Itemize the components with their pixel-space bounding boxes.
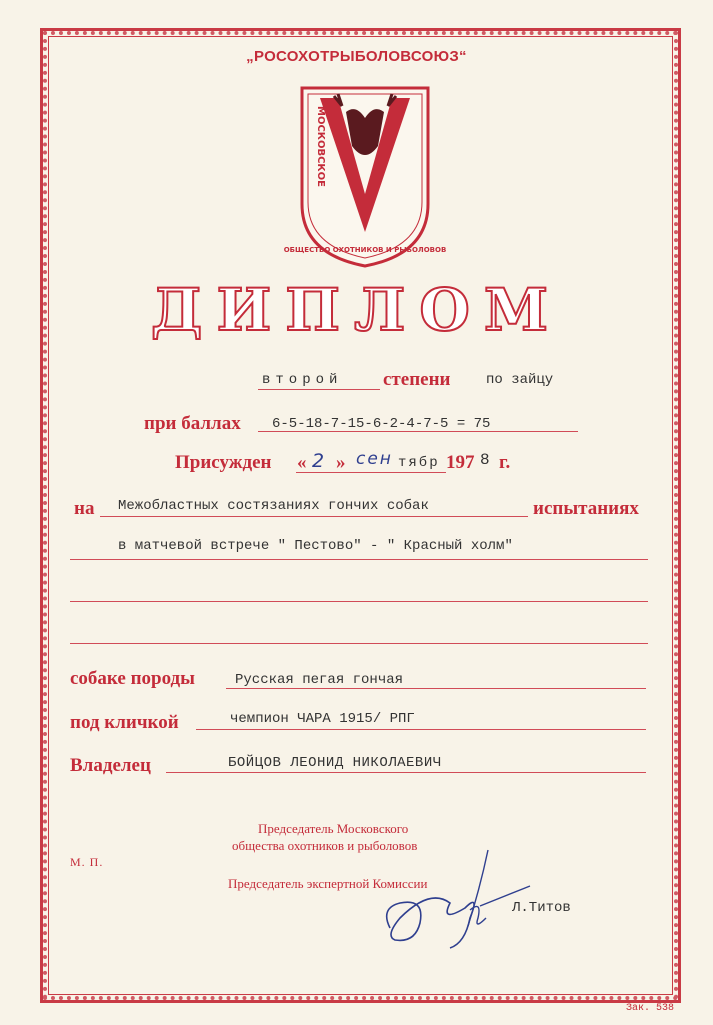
degree-suffix: по зайцу bbox=[486, 372, 554, 388]
expert-chairman-title: Председатель экспертной Комиссии bbox=[228, 876, 428, 891]
organization-name: „РОСОХОТРЫБОЛОВСОЮЗ“ bbox=[246, 48, 467, 65]
date-month-handwritten: сен bbox=[356, 449, 393, 469]
signer-name: Л.Титов bbox=[512, 900, 571, 916]
awarded-label: Присужден bbox=[175, 452, 272, 473]
chairman-title-line-1: Председатель Московского bbox=[258, 821, 409, 836]
breed-value: Русская пегая гончая bbox=[235, 672, 404, 688]
emblem-bottom-text: ОБЩЕСТВО ОХОТНИКОВ И РЫБОЛОВОВ bbox=[283, 246, 447, 254]
breed-underline bbox=[226, 688, 646, 689]
owner-value: БОЙЦОВ ЛЕОНИД НИКОЛАЕВИЧ bbox=[228, 755, 442, 771]
degree-label: степени bbox=[383, 369, 451, 390]
chairman-title-line-2: общества охотников и рыболовов bbox=[232, 838, 418, 853]
breed-label: собаке породы bbox=[70, 668, 196, 689]
year-suffix: г. bbox=[499, 452, 511, 473]
dog-name-label: под кличкой bbox=[70, 712, 179, 733]
owner-underline bbox=[166, 772, 646, 773]
stamp-place-mark: М. П. bbox=[70, 855, 104, 869]
event-underline-2 bbox=[70, 559, 648, 560]
score-label: при баллах bbox=[144, 413, 241, 434]
date-underline bbox=[296, 472, 446, 473]
blank-line-1 bbox=[70, 601, 648, 602]
event-name: Межобластных состязаниях гончих собак bbox=[118, 498, 429, 514]
year-digit: 8 bbox=[480, 451, 490, 469]
dog-name-underline bbox=[196, 729, 646, 730]
blank-line-2 bbox=[70, 643, 648, 644]
dog-name-value: чемпион ЧАРА 1915/ РПГ bbox=[230, 711, 415, 727]
owner-label: Владелец bbox=[70, 755, 151, 776]
date-close-quote: » bbox=[336, 452, 346, 473]
date-day: 2 bbox=[312, 450, 325, 472]
year-prefix: 197 bbox=[446, 452, 475, 473]
date-month-typed: тябр bbox=[398, 455, 440, 471]
event-underline bbox=[100, 516, 528, 517]
date-open-quote: « bbox=[297, 452, 307, 473]
document-title: ДИПЛОМ bbox=[150, 276, 563, 344]
emblem-left-text: МОСКОВСКОЕ bbox=[315, 106, 326, 187]
event-label-trials: испытаниях bbox=[533, 498, 639, 519]
score-value: 6-5-18-7-15-6-2-4-7-5 = 75 bbox=[272, 416, 491, 432]
society-emblem bbox=[283, 84, 447, 269]
degree-value: второй bbox=[262, 372, 343, 388]
event-label-on: на bbox=[74, 498, 95, 519]
score-underline bbox=[258, 431, 578, 432]
degree-underline bbox=[258, 389, 380, 390]
event-line-2: в матчевой встрече " Пестово" - " Красный холм" bbox=[118, 538, 513, 554]
order-number: Зак. 538 bbox=[626, 1003, 675, 1014]
